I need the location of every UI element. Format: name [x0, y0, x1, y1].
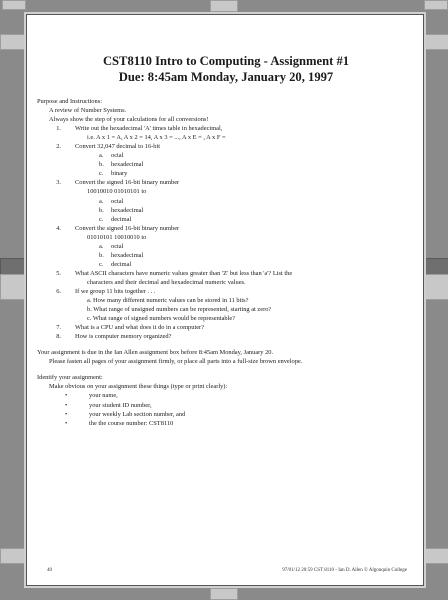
- document-body: [37, 97, 415, 428]
- question-item: 6. If we group 11 bits together . . .: [56, 287, 156, 295]
- frame-tab: [0, 34, 26, 50]
- purpose-heading: Purpose and Instructions:: [37, 98, 102, 105]
- frame-tab: [210, 0, 238, 12]
- frame-tab: [0, 548, 26, 564]
- sub-item: b. hexadecimal: [99, 161, 144, 169]
- make-obvious-line: Make obvious on your assignment these things (type or print clearly):: [49, 383, 228, 391]
- page-footer: [47, 568, 407, 573]
- question-item: 4. Convert the signed 16-bit binary number: [56, 224, 180, 232]
- question-item: 8. How is computer memory organized?: [56, 333, 172, 341]
- question-continuation: i.e. A x 1 = A, A x 2 = 14, A x 3 = ..., A x E = , A x F =: [87, 134, 226, 142]
- sub-item: b. What range of unsigned numbers can be represented, starting at zero?: [87, 306, 272, 314]
- title-line-1: CST8110 Intro to Computing - Assignment #1: [102, 54, 350, 68]
- question-item: 5. What ASCII characters have numeric values greater than 'Z' but less than 'a'? List the: [56, 269, 293, 277]
- bullet-item: • your weekly Lab section number, and: [65, 410, 186, 418]
- frame-tab: [424, 34, 448, 50]
- sub-item: b. hexadecimal: [99, 251, 144, 259]
- frame-tab: [424, 274, 448, 300]
- frame-tab: [424, 548, 448, 564]
- page-number: 40: [47, 568, 52, 573]
- bullet-icon: •: [65, 392, 68, 400]
- document-page: [26, 14, 424, 586]
- question-item: 2. Convert 32,047 decimal to 16-bit: [56, 143, 161, 151]
- question-continuation: 10010010 01010101 to: [87, 188, 147, 196]
- sub-item: c. decimal: [99, 215, 132, 223]
- sub-item: b. hexadecimal: [99, 206, 144, 214]
- sub-item: a. octal: [99, 197, 124, 205]
- bullet-icon: •: [65, 410, 68, 418]
- question-continuation: characters and their decimal and hexadecimal numeric values.: [87, 278, 246, 286]
- bullet-item: • your student ID number,: [65, 401, 152, 409]
- bullet-icon: •: [65, 419, 68, 427]
- instructions-line: Always show the step of your calculations for all conversions!: [49, 116, 209, 124]
- review-line: A review of Number Systems.: [49, 107, 127, 115]
- footer-credit: 97/01/12 20:59 CST 8110 - Ian D. Allen © Algonquin College: [282, 568, 407, 573]
- frame-tab: [210, 588, 238, 600]
- identify-heading: Identify your assignment:: [37, 374, 103, 382]
- frame-tab: [2, 0, 26, 10]
- question-continuation: 01010101 10010010 to: [87, 233, 147, 241]
- title-line-2: Due: 8:45am Monday, January 20, 1997: [118, 70, 334, 84]
- sub-item: a. octal: [99, 242, 124, 250]
- question-item: 7. What is a CPU and what does it do in a computer?: [56, 324, 205, 332]
- sub-item: c. What range of signed numbers would be representable?: [87, 315, 236, 323]
- bullet-item: • the the course number: CST8110: [65, 419, 174, 427]
- frame-tab: [0, 274, 26, 300]
- sub-item: a. octal: [99, 152, 124, 160]
- sub-item: c. decimal: [99, 260, 132, 268]
- question-item: 1. Write out the hexadecimal 'A' times table in hexadecimal,: [56, 125, 223, 133]
- sub-item: c. binary: [99, 170, 128, 178]
- page-title: [37, 53, 415, 85]
- bullet-item: • your name,: [65, 392, 118, 400]
- frame-tab: [424, 0, 448, 10]
- due-line: Your assignment is due in the Ian Allen assignment box before 8:45am Monday, January 20.: [37, 349, 274, 357]
- sub-item: a. How many different numeric values can be stored in 11 bits?: [87, 297, 249, 305]
- fasten-line: Please fasten all pages of your assignment firmly, or place all parts into a full-size brown envelope.: [49, 358, 303, 366]
- question-item: 3. Convert the signed 16-bit binary number: [56, 179, 180, 187]
- bullet-icon: •: [65, 401, 68, 409]
